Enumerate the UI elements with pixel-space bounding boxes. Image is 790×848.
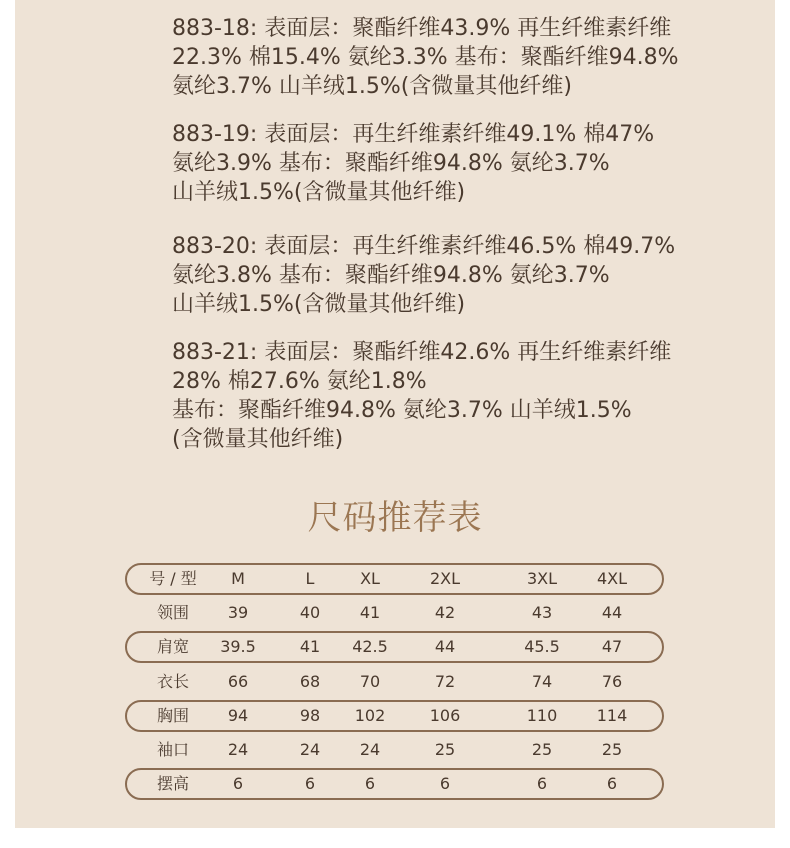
header-cell: 3XL bbox=[526, 569, 558, 588]
table-cell: 43 bbox=[531, 603, 553, 623]
composition-line: 28% 棉27.6% 氨纶1.8% bbox=[172, 369, 427, 394]
table-cell: 42.5 bbox=[352, 637, 388, 657]
size-row-cuff bbox=[125, 734, 664, 766]
table-cell: 66 bbox=[227, 671, 249, 691]
row-label: 胸围 bbox=[156, 705, 189, 725]
composition-block-883-19 bbox=[172, 120, 732, 207]
table-cell: 41 bbox=[359, 603, 381, 623]
table-cell: 24 bbox=[227, 739, 249, 759]
composition-line: 883-21: 表面层：聚酯纤维42.6% 再生纤维素纤维 bbox=[172, 340, 672, 365]
table-cell: 6 bbox=[232, 774, 244, 794]
table-cell: 70 bbox=[359, 671, 381, 691]
table-cell: 76 bbox=[601, 671, 623, 691]
table-cell: 24 bbox=[359, 739, 381, 759]
composition-line: 883-20: 表面层：再生纤维素纤维46.5% 棉49.7% bbox=[172, 234, 676, 259]
size-row-neck bbox=[125, 597, 664, 629]
composition-line: 基布：聚酯纤维94.8% 氨纶3.7% 山羊绒1.5% bbox=[172, 398, 632, 423]
row-label: 衣长 bbox=[156, 671, 189, 691]
header-cell: M bbox=[231, 569, 245, 588]
table-cell: 40 bbox=[299, 603, 321, 623]
table-cell: 6 bbox=[606, 774, 618, 794]
table-cell: 25 bbox=[434, 739, 456, 759]
header-cell: XL bbox=[360, 569, 380, 588]
table-cell: 6 bbox=[304, 774, 316, 794]
header-cell: 号 / 型 bbox=[149, 569, 197, 588]
size-row-hem-height bbox=[125, 768, 664, 800]
composition-block-883-18 bbox=[172, 14, 732, 101]
table-cell: 41 bbox=[299, 637, 321, 657]
size-row-shoulder bbox=[125, 631, 664, 663]
composition-line: 氨纶3.8% 基布：聚酯纤维94.8% 氨纶3.7% bbox=[172, 263, 610, 288]
table-cell: 25 bbox=[531, 739, 553, 759]
table-cell: 39 bbox=[227, 603, 249, 623]
row-label: 肩宽 bbox=[156, 637, 189, 657]
table-cell: 114 bbox=[596, 705, 628, 725]
composition-line: 氨纶3.7% 山羊绒1.5%(含微量其他纤维) bbox=[172, 74, 572, 99]
row-label: 袖口 bbox=[156, 739, 189, 759]
table-cell: 45.5 bbox=[524, 637, 560, 657]
size-chart-header-row bbox=[125, 563, 664, 595]
table-cell: 68 bbox=[299, 671, 321, 691]
table-cell: 25 bbox=[601, 739, 623, 759]
table-cell: 47 bbox=[601, 637, 623, 657]
composition-block-883-20 bbox=[172, 232, 732, 319]
table-cell: 24 bbox=[299, 739, 321, 759]
table-cell: 94 bbox=[227, 705, 249, 725]
table-cell: 42 bbox=[434, 603, 456, 623]
size-chart-title: 尺码推荐表 bbox=[307, 498, 483, 538]
composition-line: 氨纶3.9% 基布：聚酯纤维94.8% 氨纶3.7% bbox=[172, 151, 610, 176]
table-cell: 6 bbox=[364, 774, 376, 794]
table-cell: 72 bbox=[434, 671, 456, 691]
table-cell: 74 bbox=[531, 671, 553, 691]
table-cell: 106 bbox=[429, 705, 461, 725]
composition-line: (含微量其他纤维) bbox=[172, 427, 344, 452]
table-cell: 39.5 bbox=[220, 637, 256, 657]
size-row-length bbox=[125, 666, 664, 698]
composition-block-883-21 bbox=[172, 338, 732, 454]
composition-line: 883-18: 表面层：聚酯纤维43.9% 再生纤维素纤维 bbox=[172, 16, 672, 41]
table-cell: 110 bbox=[526, 705, 558, 725]
table-cell: 6 bbox=[536, 774, 548, 794]
table-cell: 98 bbox=[299, 705, 321, 725]
row-label: 摆高 bbox=[156, 774, 189, 794]
header-cell: 2XL bbox=[429, 569, 461, 588]
table-cell: 102 bbox=[354, 705, 386, 725]
composition-line: 山羊绒1.5%(含微量其他纤维) bbox=[172, 180, 466, 205]
table-cell: 44 bbox=[601, 603, 623, 623]
table-cell: 44 bbox=[434, 637, 456, 657]
size-chart-table bbox=[125, 563, 664, 802]
header-cell: L bbox=[305, 569, 315, 588]
table-cell: 6 bbox=[439, 774, 451, 794]
composition-line: 883-19: 表面层：再生纤维素纤维49.1% 棉47% bbox=[172, 122, 655, 147]
header-cell: 4XL bbox=[596, 569, 628, 588]
composition-line: 22.3% 棉15.4% 氨纶3.3% 基布：聚酯纤维94.8% bbox=[172, 45, 679, 70]
row-label: 领围 bbox=[156, 603, 189, 623]
composition-line: 山羊绒1.5%(含微量其他纤维) bbox=[172, 292, 466, 317]
size-row-chest bbox=[125, 700, 664, 732]
